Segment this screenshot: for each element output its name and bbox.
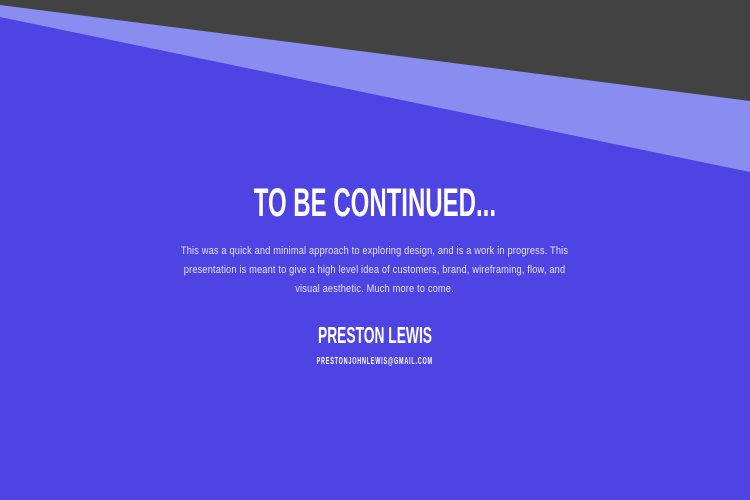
author-email xyxy=(263,356,486,367)
body-line: presentation is meant to give a high level idea of customers, brand, wireframing, flow, and xyxy=(184,264,566,276)
author-name xyxy=(280,324,470,347)
author-email-text: PRESTONJOHNLEWIS@GMAIL.COM xyxy=(316,355,434,367)
body-line: visual aesthetic. Much more to come. xyxy=(295,283,455,295)
slide-body-paragraph xyxy=(181,242,568,299)
body-line: This was a quick and minimal approach to exploring design, and is a work in progress. This xyxy=(181,245,569,257)
author-name-text: PRESTON LEWIS xyxy=(318,322,432,348)
slide-title xyxy=(173,183,577,223)
slide-title-text: TO BE CONTINUED... xyxy=(253,181,497,225)
